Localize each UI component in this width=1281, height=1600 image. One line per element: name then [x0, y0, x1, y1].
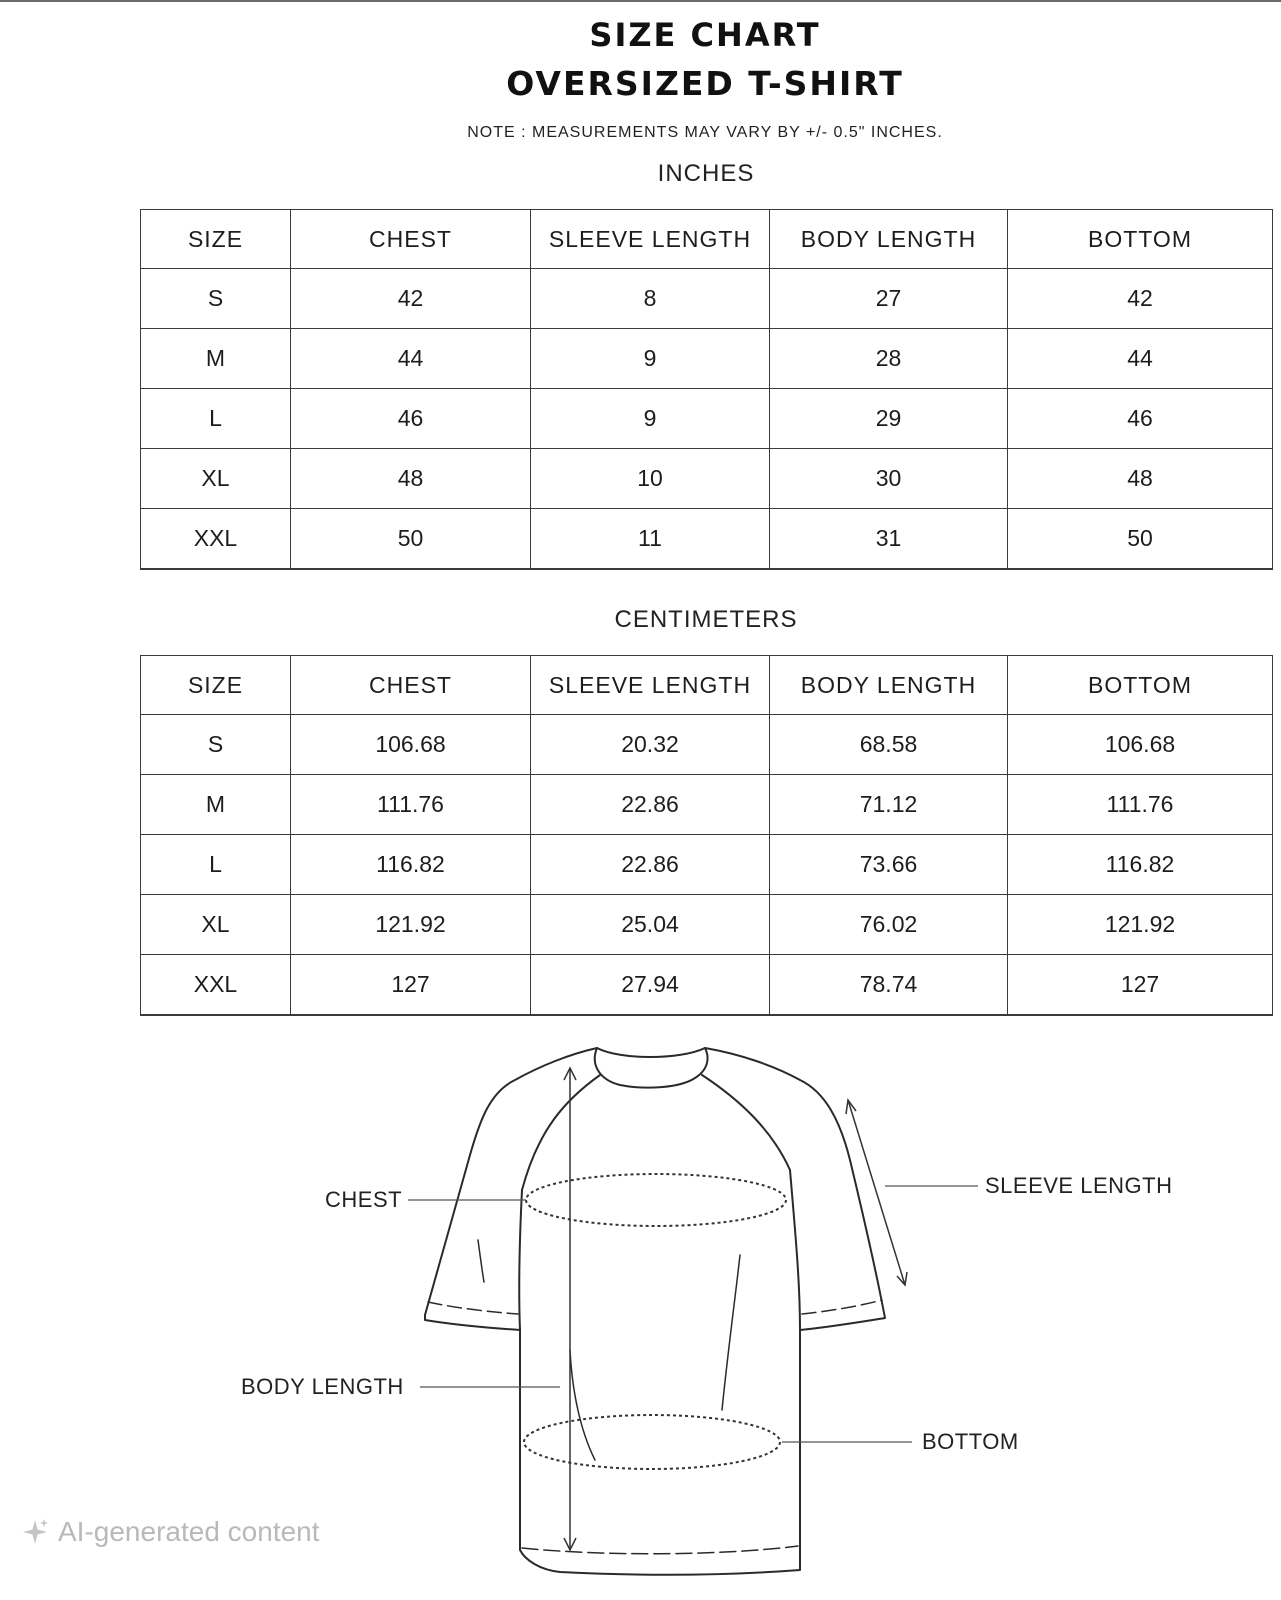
- table-cell: 42: [1008, 269, 1273, 329]
- table-cell: 30: [770, 449, 1008, 509]
- table-cell: 22.86: [531, 775, 770, 835]
- column-header-body-length: BODY LENGTH: [770, 210, 1008, 269]
- body-length-arrow: [564, 1068, 576, 1550]
- table-cell: 121.92: [291, 895, 531, 955]
- column-header-size: SIZE: [141, 656, 291, 715]
- inches-size-table: [140, 209, 1273, 570]
- table-cell: 9: [531, 329, 770, 389]
- measurement-note: NOTE : MEASUREMENTS MAY VARY BY +/- 0.5" INCHES.: [467, 124, 943, 141]
- table-cell: S: [141, 269, 291, 329]
- table-cell: M: [141, 775, 291, 835]
- page-subtitle: OVERSIZED T-SHIRT: [506, 64, 904, 103]
- table-cell: 48: [1008, 449, 1273, 509]
- table-cell: 20.32: [531, 715, 770, 775]
- table-row: [141, 449, 1273, 509]
- table-cell: 46: [1008, 389, 1273, 449]
- table-cell: XXL: [141, 955, 291, 1016]
- column-header-bottom: BOTTOM: [1008, 656, 1273, 715]
- ai-generated-watermark: [20, 1516, 320, 1548]
- table-header-row: [141, 210, 1273, 269]
- table-cell: M: [141, 329, 291, 389]
- table-cell: 106.68: [291, 715, 531, 775]
- column-header-chest: CHEST: [291, 210, 531, 269]
- table-row: [141, 895, 1273, 955]
- table-cell: 71.12: [770, 775, 1008, 835]
- table-cell: XXL: [141, 509, 291, 570]
- table-cell: 44: [291, 329, 531, 389]
- column-header-bottom: BOTTOM: [1008, 210, 1273, 269]
- table-header-row: [141, 656, 1273, 715]
- table-cell: 27.94: [531, 955, 770, 1016]
- table-cell: 42: [291, 269, 531, 329]
- watermark-text: AI-generated content: [58, 1516, 320, 1547]
- table-cell: L: [141, 389, 291, 449]
- table-row: [141, 269, 1273, 329]
- chest-measure-ellipse: [526, 1174, 786, 1226]
- table-cell: 11: [531, 509, 770, 570]
- table-cell: 50: [291, 509, 531, 570]
- page-title: SIZE CHART: [589, 16, 821, 54]
- table-cell: XL: [141, 449, 291, 509]
- table-cell: 111.76: [291, 775, 531, 835]
- table-cell: L: [141, 835, 291, 895]
- sleeve-length-label: SLEEVE LENGTH: [985, 1173, 1173, 1198]
- top-border-line: [0, 0, 1281, 2]
- inches-heading: INCHES: [657, 160, 755, 187]
- table-cell: 22.86: [531, 835, 770, 895]
- tshirt-diagram: [0, 1030, 1281, 1600]
- table-row: [141, 389, 1273, 449]
- table-cell: 29: [770, 389, 1008, 449]
- table-cell: 127: [1008, 955, 1273, 1016]
- body-length-label: BODY LENGTH: [241, 1374, 404, 1399]
- table-row: [141, 835, 1273, 895]
- table-cell: 50: [1008, 509, 1273, 570]
- table-cell: 46: [291, 389, 531, 449]
- chest-label: CHEST: [325, 1187, 403, 1212]
- table-cell: 44: [1008, 329, 1273, 389]
- table-cell: 10: [531, 449, 770, 509]
- table-cell: 27: [770, 269, 1008, 329]
- table-cell: 106.68: [1008, 715, 1273, 775]
- column-header-body-length: BODY LENGTH: [770, 656, 1008, 715]
- table-cell: 25.04: [531, 895, 770, 955]
- table-cell: 48: [291, 449, 531, 509]
- table-cell: 116.82: [291, 835, 531, 895]
- table-cell: 121.92: [1008, 895, 1273, 955]
- table-row: [141, 509, 1273, 570]
- centimeters-heading: CENTIMETERS: [614, 606, 798, 633]
- column-header-size: SIZE: [141, 210, 291, 269]
- table-cell: 111.76: [1008, 775, 1273, 835]
- tshirt-collar: [597, 1048, 705, 1057]
- centimeters-size-table: [140, 655, 1273, 1016]
- bottom-label: BOTTOM: [922, 1429, 1019, 1454]
- table-cell: S: [141, 715, 291, 775]
- table-cell: 76.02: [770, 895, 1008, 955]
- table-cell: 78.74: [770, 955, 1008, 1016]
- table-cell: 9: [531, 389, 770, 449]
- table-cell: 68.58: [770, 715, 1008, 775]
- column-header-sleeve-length: SLEEVE LENGTH: [531, 656, 770, 715]
- table-cell: 73.66: [770, 835, 1008, 895]
- sparkle-icon: [20, 1517, 50, 1547]
- tshirt-raglan-seam-left: [522, 1075, 600, 1190]
- table-row: [141, 715, 1273, 775]
- table-cell: 28: [770, 329, 1008, 389]
- table-cell: 31: [770, 509, 1008, 570]
- bottom-measure-ellipse: [524, 1415, 780, 1469]
- sleeve-length-arrow: [846, 1100, 907, 1285]
- table-cell: XL: [141, 895, 291, 955]
- table-row: [141, 329, 1273, 389]
- table-cell: 116.82: [1008, 835, 1273, 895]
- tshirt-raglan-seam-right: [702, 1075, 790, 1170]
- column-header-sleeve-length: SLEEVE LENGTH: [531, 210, 770, 269]
- column-header-chest: CHEST: [291, 656, 531, 715]
- table-cell: 127: [291, 955, 531, 1016]
- table-cell: 8: [531, 269, 770, 329]
- table-row: [141, 955, 1273, 1016]
- table-row: [141, 775, 1273, 835]
